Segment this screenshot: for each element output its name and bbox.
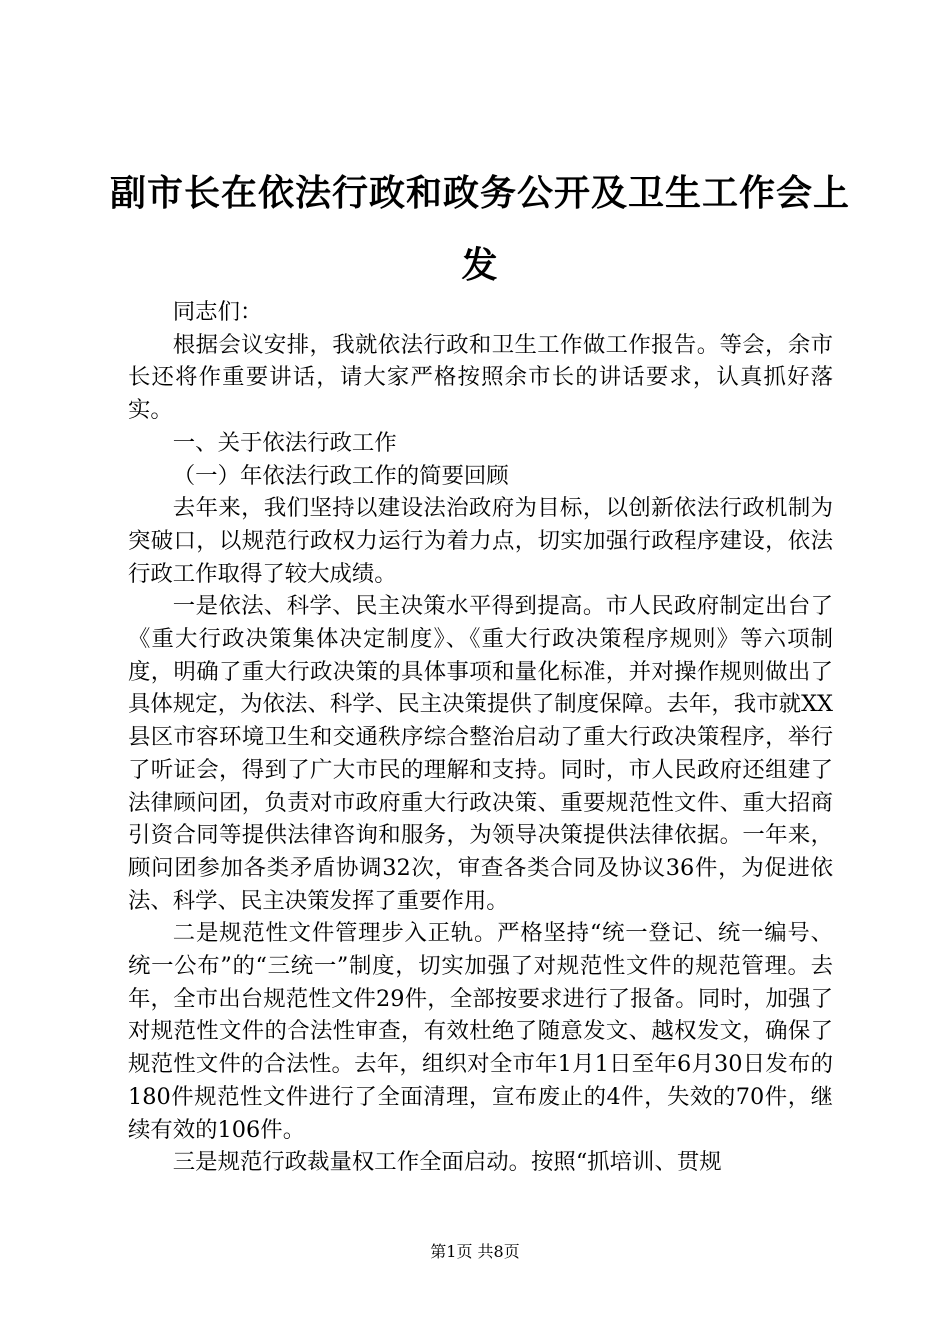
body-paragraph: 一是依法、科学、民主决策水平得到提高。市人民政府制定出台了《重大行政决策集体决定制度》、《重大行政决策程序规则》等六项制度，明确了重大行政决策的具体事项和量化标准，并对操作规则做出了具体规定，为依法、科学、民主决策提供了制度保障。去年，我市就XX县区市容环境卫生和交通秩序综合整治启动了重大行政决策程序，举行了听证会，得到了广大市民的理解和支持。同时，市人民政府还组建了法律顾问团，负责对市政府重大行政决策、重要规范性文件、重大招商引资合同等提供法律咨询和服务，为领导决策提供法律依据。一年来，顾问团参加各类矛盾协调32次，审查各类合同及协议36件，为促进依法、科学、民主决策发挥了重要作用。 [128,593,833,914]
document-body [128,296,833,1179]
body-paragraph: 去年来，我们坚持以建设法治政府为目标，以创新依法行政机制为突破口，以规范行政权力运行为着力点，切实加强行政程序建设，依法行政工作取得了较大成绩。 [128,495,833,587]
section-heading: 一、关于依法行政工作 [172,429,397,456]
document-title: 副市长在依法行政和政务公开及卫生工作会上发 [109,173,850,286]
body-paragraph: 二是规范性文件管理步入正轨。严格坚持“统一登记、统一编号、统一公布”的“三统一”制度，切实加强了对规范性文件的规范管理。去年，全市出台规范性文件29件，全部按要求进行了报备。同时，加强了对规范性文件的合法性审查，有效杜绝了随意发文、越权发文，确保了规范性文件的合法性。去年，组织对全市年1月1日至年6月30日发布的180件规范性文件进行了全面清理，宣布废止的4件，失效的70件，继续有效的106件。 [128,920,833,1143]
salutation-paragraph: 同志们： [172,299,263,325]
intro-paragraph: 根据会议安排，我就依法行政和卫生工作做工作报告。等会，余市长还将作重要讲话，请大家严格按照余市长的讲话要求，认真抓好落实。 [128,331,833,424]
body-paragraph: 三是规范行政裁量权工作全面启动。按照“抓培训、贯规 [172,1149,722,1176]
page-number-footer: 第1页 共8页 [430,1242,520,1261]
subsection-heading: （一）年依法行政工作的简要回顾 [172,462,509,489]
